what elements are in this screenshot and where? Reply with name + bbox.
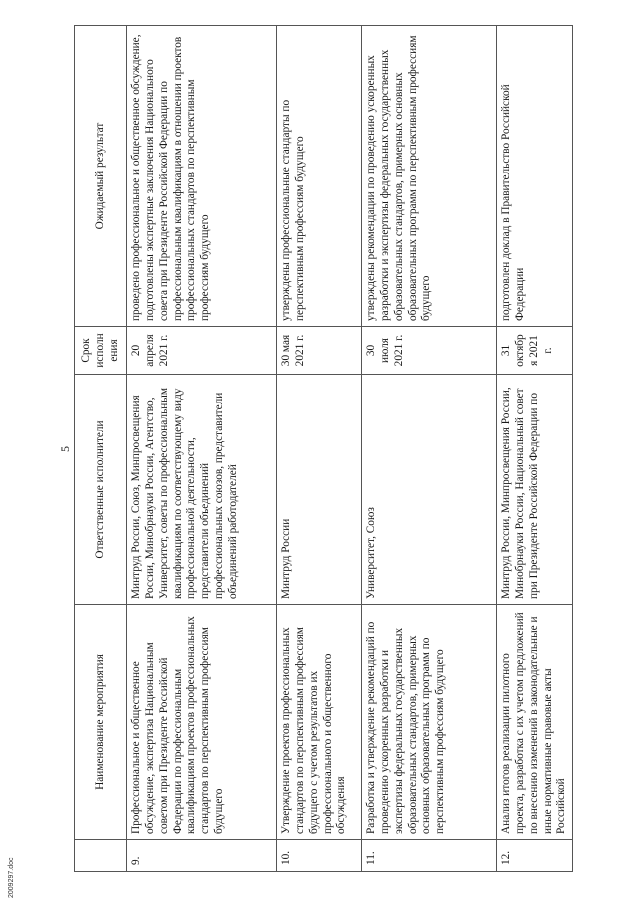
header-number [75, 840, 127, 872]
row-responsible: Университет, Союз [362, 375, 497, 605]
header-name: Наименование мероприятия [75, 605, 127, 840]
row-name: Разработка и утверждение рекомендаций по проведению ускоренных разработки и экспертизы федеральных государственных образовательных стандартов, примерных основных образовательных программ по перспективным профессиям будущего [362, 605, 497, 840]
row-deadline: 30 июля 2021 г. [362, 327, 497, 375]
page-number: 5 [58, 446, 72, 452]
rotated-sheet [50, 26, 568, 872]
table-row [277, 26, 362, 872]
row-responsible: Минтруд России, Минпросвещения России, Минобрнауки России, Национальный совет при Президенте Российской Федерации по [497, 375, 573, 605]
header-responsible: Ответственные исполнители [75, 375, 127, 605]
row-number: 9. [127, 840, 277, 872]
row-number: 12. [497, 840, 573, 872]
row-deadline: 30 мая 2021 г. [277, 327, 362, 375]
row-number: 11. [362, 840, 497, 872]
header-deadline: Срок исполнения [75, 327, 127, 375]
row-responsible: Минтруд России [277, 375, 362, 605]
row-number: 10. [277, 840, 362, 872]
row-name: Профессиональное и общественное обсуждение, экспертиза Национальным советом при Президенте Российской Федерации по профессиональным квалификациям проектов профессиональных стандартов по перспективным профессиям будущего [127, 605, 277, 840]
row-result: утверждены профессиональные стандарты по перспективным профессиям будущего [277, 26, 362, 327]
row-result: утверждены рекомендации по проведению ускоренных разработки и экспертизы федеральных государственных образовательных стандартов, примерных основных образовательных программ по перспективным профессиям будущего [362, 26, 497, 327]
table-header-row [75, 26, 127, 872]
measures-table [74, 25, 573, 872]
row-responsible: Минтруд России, Союз, Минпросвещения России, Минобрнауки России, Агентство, Университет, советы по профессиональным квалификациям по соответствующему виду профессиональной деятельности, представители объединений профессиональных союзов, представители объединений работодателей [127, 375, 277, 605]
row-name: Анализ итогов реализации пилотного проекта, разработка с их учетом предложений по внесению изменений в законодательные и иные нормативные правовые акты Российской [497, 605, 573, 840]
header-result: Ожидаемый результат [75, 26, 127, 327]
row-deadline: 31 октября 2021 г. [497, 327, 573, 375]
table-row [127, 26, 277, 872]
row-deadline: 20 апреля 2021 г. [127, 327, 277, 375]
row-result: подготовлен доклад в Правительство Российской Федерации [497, 26, 573, 327]
table-row [362, 26, 497, 872]
file-code: 2009297.doc [8, 857, 15, 898]
table-row [497, 26, 573, 872]
row-name: Утверждение проектов профессиональных стандартов по перспективным профессиям будущего с учетом результатов их профессионального и общественного обсуждения [277, 605, 362, 840]
row-result: проведено профессиональное и общественное обсуждение, подготовлены экспертные заключения Национального совета при Президенте Российской Федерации по профессиональным квалификациям в отношении проектов профессиональных стандартов по перспективным профессиям будущего [127, 26, 277, 327]
